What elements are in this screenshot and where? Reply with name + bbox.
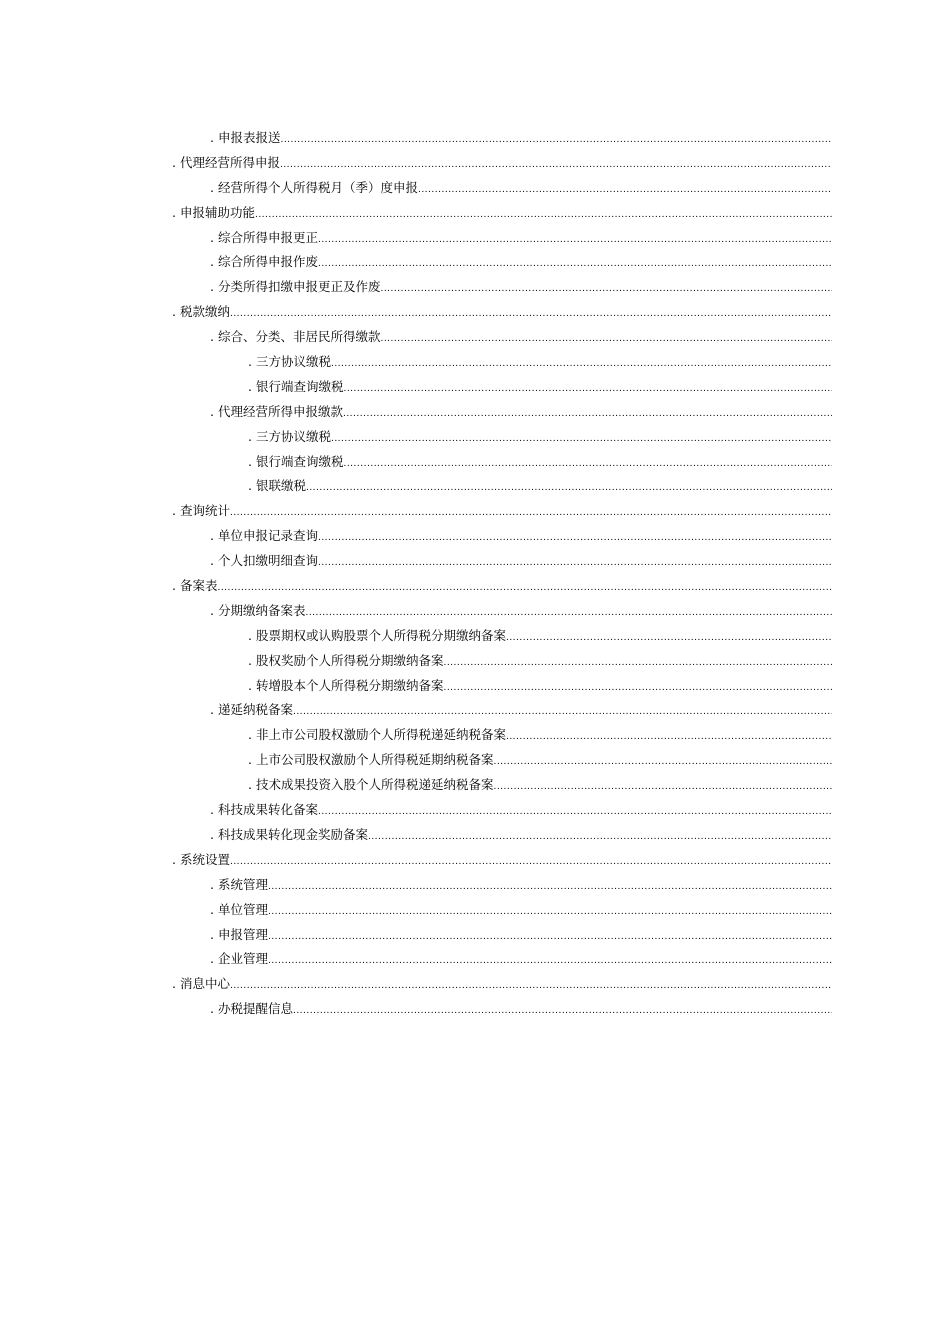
toc-entry-line bbox=[248, 425, 832, 452]
toc-entry[interactable] bbox=[0, 649, 950, 674]
toc-dot-leader bbox=[230, 302, 832, 327]
toc-entry[interactable] bbox=[0, 549, 950, 574]
toc-dot-leader bbox=[230, 850, 832, 875]
toc-entry-line bbox=[210, 798, 832, 825]
toc-dot-leader bbox=[230, 974, 832, 999]
toc-dot-leader bbox=[368, 825, 832, 850]
toc-dot-leader bbox=[493, 775, 832, 800]
toc-entry-line bbox=[210, 823, 832, 850]
toc-entry[interactable] bbox=[0, 599, 950, 624]
toc-dot-leader bbox=[443, 651, 832, 676]
toc-entry-line bbox=[210, 524, 832, 551]
toc-entry-line bbox=[248, 723, 832, 750]
toc-entry-line bbox=[210, 947, 832, 974]
toc-entry[interactable] bbox=[0, 425, 950, 450]
toc-dot-leader bbox=[293, 700, 832, 725]
toc-dot-leader bbox=[343, 402, 832, 427]
toc-entry-title: . 分期缴纳备案表 bbox=[210, 602, 306, 618]
toc-dot-leader bbox=[506, 725, 832, 750]
toc-entry[interactable] bbox=[0, 151, 950, 176]
toc-dot-leader bbox=[293, 999, 832, 1024]
toc-entry[interactable] bbox=[0, 350, 950, 375]
toc-dot-leader bbox=[268, 875, 832, 900]
toc-dot-leader bbox=[255, 203, 832, 228]
toc-dot-leader bbox=[268, 900, 832, 925]
toc-dot-leader bbox=[380, 327, 832, 352]
toc-dot-leader bbox=[280, 128, 832, 153]
toc-entry[interactable] bbox=[0, 226, 950, 251]
toc-dot-leader bbox=[305, 601, 832, 626]
toc-dot-leader bbox=[318, 526, 832, 551]
toc-entry-title: . 股票期权或认购股票个人所得税分期缴纳备案 bbox=[248, 627, 506, 643]
toc-entry-title: . 查询统计 bbox=[172, 503, 230, 519]
toc-dot-leader bbox=[318, 800, 832, 825]
toc-entry-title: . 经营所得个人所得税月（季）度申报 bbox=[210, 179, 418, 195]
toc-entry[interactable] bbox=[0, 176, 950, 201]
toc-entry[interactable] bbox=[0, 300, 950, 325]
toc-entry[interactable] bbox=[0, 474, 950, 499]
toc-dot-leader bbox=[506, 626, 832, 651]
toc-entry-title: . 个人扣缴明细查询 bbox=[210, 553, 318, 569]
toc-entry-title: . 企业管理 bbox=[210, 951, 268, 967]
toc-entry-line bbox=[210, 325, 832, 352]
toc-entry-title: . 申报管理 bbox=[210, 926, 268, 942]
toc-entry[interactable] bbox=[0, 972, 950, 997]
toc-entry-line bbox=[210, 599, 832, 626]
toc-entry-title: . 分类所得扣缴申报更正及作废 bbox=[210, 279, 381, 295]
toc-entry-title: . 单位申报记录查询 bbox=[210, 528, 318, 544]
toc-entry-line bbox=[210, 176, 832, 203]
toc-entry-line bbox=[172, 201, 832, 228]
toc-entry-title: . 综合、分类、非居民所得缴款 bbox=[210, 329, 381, 345]
toc-entry-line bbox=[248, 674, 832, 701]
toc-dot-leader bbox=[493, 750, 832, 775]
toc-entry-line bbox=[210, 126, 832, 153]
toc-entry-title: . 科技成果转化备案 bbox=[210, 802, 318, 818]
toc-entry[interactable] bbox=[0, 400, 950, 425]
toc-entry-line bbox=[210, 898, 832, 925]
toc-entry-line bbox=[248, 748, 832, 775]
toc-dot-leader bbox=[268, 925, 832, 950]
toc-entry-line bbox=[210, 250, 832, 277]
toc-entry[interactable] bbox=[0, 997, 950, 1022]
toc-entry[interactable] bbox=[0, 947, 950, 972]
toc-entry-title: . 备案表 bbox=[172, 578, 218, 594]
toc-entry-line bbox=[172, 499, 832, 526]
toc-entry-title: . 非上市公司股权激励个人所得税递延纳税备案 bbox=[248, 727, 506, 743]
toc-dot-leader bbox=[443, 676, 832, 701]
toc-entry-title: . 办税提醒信息 bbox=[210, 1001, 293, 1017]
toc-entry[interactable] bbox=[0, 848, 950, 873]
toc-entry-line bbox=[248, 773, 832, 800]
toc-dot-leader bbox=[343, 377, 832, 402]
toc-entry[interactable] bbox=[0, 674, 950, 699]
toc-dot-leader bbox=[306, 476, 832, 501]
toc-entry[interactable] bbox=[0, 450, 950, 475]
toc-entry[interactable] bbox=[0, 275, 950, 300]
toc-entry-line bbox=[210, 698, 832, 725]
toc-entry[interactable] bbox=[0, 798, 950, 823]
toc-entry-line bbox=[172, 300, 832, 327]
toc-entry-line bbox=[248, 375, 832, 402]
toc-entry-line bbox=[172, 972, 832, 999]
toc-entry-line bbox=[248, 474, 832, 501]
toc-dot-leader bbox=[318, 252, 832, 277]
toc-entry-line bbox=[248, 624, 832, 651]
toc-entry-title: . 消息中心 bbox=[172, 976, 230, 992]
toc-entry[interactable] bbox=[0, 524, 950, 549]
toc-entry-line bbox=[172, 574, 832, 601]
toc-entry-line bbox=[210, 923, 832, 950]
toc-entry-title: . 银行端查询缴税 bbox=[248, 378, 344, 394]
toc-entry-line bbox=[248, 450, 832, 477]
toc-entry[interactable] bbox=[0, 201, 950, 226]
toc-entry-title: . 转增股本个人所得税分期缴纳备案 bbox=[248, 677, 444, 693]
toc-dot-leader bbox=[230, 501, 832, 526]
toc-entry[interactable] bbox=[0, 773, 950, 798]
toc-entry-title: . 申报辅助功能 bbox=[172, 204, 255, 220]
toc-entry-line bbox=[210, 226, 832, 253]
toc-entry[interactable] bbox=[0, 624, 950, 649]
toc-entry[interactable] bbox=[0, 823, 950, 848]
toc-dot-leader bbox=[318, 228, 832, 253]
toc-entry-title: . 三方协议缴税 bbox=[248, 354, 331, 370]
toc-dot-leader bbox=[318, 551, 832, 576]
toc-entry[interactable] bbox=[0, 698, 950, 723]
toc-entry-title: . 股权奖励个人所得税分期缴纳备案 bbox=[248, 652, 444, 668]
toc-dot-leader bbox=[418, 178, 832, 203]
toc-entry-line bbox=[210, 873, 832, 900]
toc-entry-line bbox=[210, 275, 832, 302]
toc-entry-title: . 综合所得申报更正 bbox=[210, 229, 318, 245]
toc-entry-title: . 代理经营所得申报缴款 bbox=[210, 403, 343, 419]
toc-entry-title: . 银联缴税 bbox=[248, 478, 306, 494]
toc-entry-title: . 递延纳税备案 bbox=[210, 702, 293, 718]
toc-entry[interactable] bbox=[0, 250, 950, 275]
toc-entry[interactable] bbox=[0, 923, 950, 948]
toc-entry-line bbox=[210, 400, 832, 427]
toc-entry-title: . 单位管理 bbox=[210, 901, 268, 917]
toc-entry-title: . 科技成果转化现金奖励备案 bbox=[210, 826, 368, 842]
toc-dot-leader bbox=[217, 576, 832, 601]
toc-entry-line bbox=[210, 997, 832, 1024]
toc-entry[interactable] bbox=[0, 325, 950, 350]
toc-entry-title: . 系统设置 bbox=[172, 851, 230, 867]
toc-entry[interactable] bbox=[0, 873, 950, 898]
toc-dot-leader bbox=[331, 352, 832, 377]
toc-entry-title: . 综合所得申报作废 bbox=[210, 254, 318, 270]
toc-entry-title: . 系统管理 bbox=[210, 876, 268, 892]
toc-dot-leader bbox=[280, 153, 832, 178]
toc-entry-title: . 申报表报送 bbox=[210, 130, 281, 145]
toc-entry-title: . 银行端查询缴税 bbox=[248, 453, 344, 469]
toc-entry-title: . 税款缴纳 bbox=[172, 304, 230, 320]
toc-entry[interactable] bbox=[0, 723, 950, 748]
toc-entry[interactable] bbox=[0, 126, 950, 151]
toc-entry-title: . 技术成果投资入股个人所得税递延纳税备案 bbox=[248, 777, 494, 793]
toc-entry-line bbox=[172, 848, 832, 875]
toc-dot-leader bbox=[268, 949, 832, 974]
toc-entry[interactable] bbox=[0, 375, 950, 400]
toc-entry[interactable] bbox=[0, 574, 950, 599]
toc-entry-line bbox=[210, 549, 832, 576]
toc-dot-leader bbox=[343, 452, 832, 477]
toc-entry-line bbox=[248, 649, 832, 676]
toc-entry[interactable] bbox=[0, 748, 950, 773]
toc-dot-leader bbox=[331, 427, 832, 452]
toc-dot-leader bbox=[380, 277, 832, 302]
toc-entry-title: . 三方协议缴税 bbox=[248, 428, 331, 444]
toc-entry[interactable] bbox=[0, 898, 950, 923]
toc-entry[interactable] bbox=[0, 499, 950, 524]
toc-entry-title: . 上市公司股权激励个人所得税延期纳税备案 bbox=[248, 752, 494, 768]
toc-entry-line bbox=[248, 350, 832, 377]
toc-entry-line bbox=[172, 151, 832, 178]
toc-entry-title: . 代理经营所得申报 bbox=[172, 154, 280, 170]
table-of-contents bbox=[0, 126, 950, 1022]
